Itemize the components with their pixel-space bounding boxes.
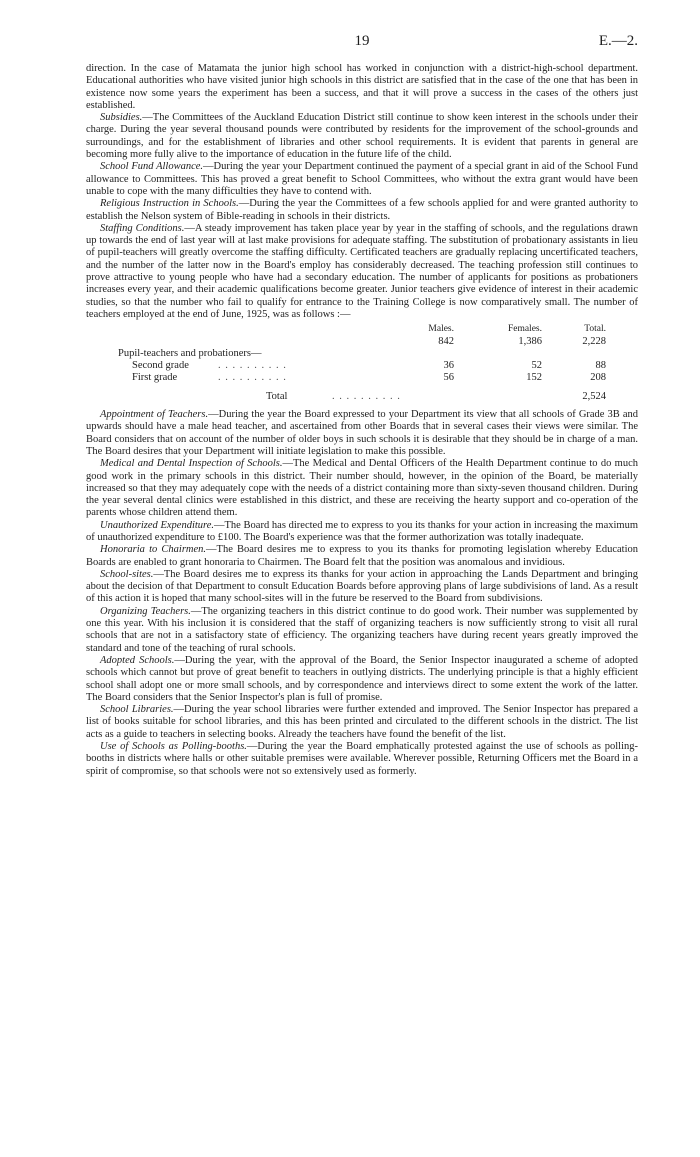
paragraph-honoraria: Honoraria to Chairmen.—The Board desires me to express to you its thanks for promoting legislation whereby Education Boards are enabled to grant honoraria to Chairmen. The Board felt that the position was anomalous and invidious.	[86, 544, 638, 568]
paragraph-heading: Unauthorized Expenditure.	[100, 519, 215, 531]
paragraph-adopted-schools: Adopted Schools.—During the year, with the approval of the Board, the Senior Inspector inaugurated a scheme of adopted schools which cannot but prove of great benefit to teachers in outlying districts. The underlying principle is that a highly efficient school shall adopt one or more small schools, and by correspondence and interviews direct to some extent the work of the latter. The Board considers that the Senior Inspector's plan is full of promise.	[86, 654, 639, 703]
paragraph-heading: School Libraries.	[100, 704, 174, 716]
dot-leaders: . . . . . . . . . .	[218, 360, 287, 372]
dot-leaders: . . . . . . . . . .	[218, 372, 287, 384]
paragraph-polling-booths: Use of Schools as Polling-booths.—During the year the Board emphatically protested against the use of schools as polling-booths in districts where halls or other suitable premises were available. Wherever possible, Returning Officers met the Board in a spirit of compromise, so that schools were not so extensively used as formerly.	[86, 741, 638, 777]
cell-females: 52	[531, 360, 542, 372]
paragraph-heading: Subsidies.	[100, 112, 143, 124]
paragraph-appointment: Appointment of Teachers.—During the year the Board expressed to your Department its view that all schools of Grade 3B and upwards should have a male head teacher, and ascertained from other Boards that in several cases their views were similar. The Board considers that on account of the number of older boys in such schools it is desirable that they should be in charge of a man. The Board desires that your Department will initiate legislation to make this possible.	[86, 409, 639, 457]
cell-total: 208	[590, 372, 606, 384]
paragraph-unauthorized-expenditure: Unauthorized Expenditure.—The Board has directed me to express to you its thanks for your action in increasing the maximum of unauthorized expenditure to £100. The Board's experience was that the former authorization was totally inadequate.	[86, 519, 638, 543]
row-label: First grade	[132, 372, 178, 384]
row-label: Second grade	[132, 360, 189, 372]
cell-females: 152	[526, 372, 542, 384]
page-number: 19	[354, 33, 370, 49]
table-row	[86, 372, 638, 384]
table-total-row	[86, 391, 638, 403]
paragraph-heading: School Fund Allowance.	[100, 161, 204, 173]
paragraph-continuation: direction. In the case of Matamata the junior high school has worked in conjunction with a district-high-school department. Educational authorities who have visited junior high schools in this district are satisfied that in the case of the one that has been in existence now some years the experiment has been a success, and that it will prove a success in the cases of the others just established.	[86, 63, 638, 111]
paragraph-school-libraries: School Libraries.—During the year school libraries were further extended and improved. The Senior Inspector has prepared a list of books suitable for school libraries, and this has been printed and circulated to the different schools in the district. The list acts as a guide to teachers in selecting books. Already the teachers have found the benefit of the list.	[86, 704, 638, 740]
page-header	[86, 33, 638, 55]
cell-females: 1,386	[518, 335, 542, 347]
dot-leaders: . . . . . . . . . .	[332, 390, 401, 402]
paragraph-school-fund: School Fund Allowance.—During the year your Department continued the payment of a special grant in aid of the School Fund allowance to Committees. This has proved a great benefit to School Committees, who without the extra grant would have been unable to cope with the many difficulties they have to contend with.	[86, 161, 638, 197]
paragraph-heading: Religious Instruction in Schools.	[100, 198, 239, 210]
paragraph-organizing-teachers: Organizing Teachers.—The organizing teachers in this district continue to do good work. Their number was supplemented by one this year. With his inclusion it is considered that the staff of organizing teachers is now sufficiently strong to visit all rural schools that are not in a satisfactory state of efficiency. The organizing teachers have during recent years greatly improved the standard and tone of the teaching of rural schools.	[86, 605, 638, 654]
paragraph-heading: Staffing Conditions.	[100, 222, 185, 234]
column-header-total: Total.	[584, 324, 606, 335]
total-label: Total	[266, 390, 288, 402]
paragraph-heading: Medical and Dental Inspection of Schools.	[100, 458, 283, 470]
paragraph-heading: Adopted Schools.	[100, 654, 175, 666]
cell-total: 2,228	[582, 335, 606, 347]
paragraph-religious-instruction: Religious Instruction in Schools.—During the year the Committees of a few schools applied for and were granted authority to establish the Nelson system of Bible-reading in schools in their districts.	[86, 198, 638, 222]
teacher-staff-table	[86, 323, 638, 403]
table-header-row	[86, 323, 638, 335]
column-header-males: Males.	[428, 324, 454, 335]
paragraph-subsidies: Subsidies.—The Committees of the Auckland Education District still continue to show keen interest in the schools under their charge. During the year several thousand pounds were contributed by residents for the improvement of the school-grounds and surroundings, and for the establishment of libraries and other school requirements. It is evident that parents in general are becoming more fully alive to the importance of education in the future life of the child.	[86, 112, 638, 161]
document-page	[86, 33, 638, 778]
table-row	[86, 360, 638, 372]
page-reference: E.—2.	[598, 33, 638, 49]
paragraph-heading: Organizing Teachers.	[100, 605, 191, 617]
paragraph-heading: School-sites.	[100, 568, 154, 580]
grand-total: 2,524	[582, 390, 606, 402]
group-label: Pupil-teachers and probationers—	[118, 347, 262, 359]
table-row-teachers	[86, 336, 638, 348]
cell-total: 88	[595, 360, 606, 372]
cell-males: 842	[438, 335, 454, 347]
paragraph-medical-dental: Medical and Dental Inspection of Schools.—The Medical and Dental Officers of the Health Department continue to do much good work in the primary schools in this district. Their number should, however, in the opinion of the Board, be materially increased so that they may adequately cope with the needs of a district containing more than sixty-seven thousand children. During the year several dental clinics were established in this district, and these are receiving the hearty support and co-operation of the parents whose children attend them.	[86, 458, 638, 519]
table-group-row	[86, 348, 638, 360]
paragraph-school-sites: School-sites.—The Board desires me to express its thanks for your action in approaching the Lands Department and bringing about the decision of that Department to consult Education Boards before approving plans of large subdivisions of land. As a result of this action it is hoped that many school-sites will in the future be reserved to the Board from subdivisions.	[86, 568, 638, 605]
paragraph-heading: Appointment of Teachers.	[100, 409, 209, 421]
paragraph-staffing: Staffing Conditions.—A steady improvement has taken place year by year in the staffing of schools, and the regulations drawn up towards the end of last year will at last make provisions for adequate staffing. The substitution of probationary assistants in lieu of pupil-teachers will greatly overcome the staffing difficulty. Certificated teachers are gradually replacing uncertificated teachers, and the number of the latter now in the Board's employ has considerably decreased. The teaching profession still continues to prove attractive to young people who have had a secondary education. The number of applicants for positions as probationers increases every year, and their academic qualifications become greater. Junior teachers give evidence of interest in their academic studies, so that the number who fail to qualify for entrance to the Training College is now comparatively small. The number of teachers employed at the end of June, 1925, was as follows :—	[86, 222, 639, 320]
cell-males: 36	[443, 360, 454, 372]
paragraph-heading: Use of Schools as Polling-booths.	[100, 741, 247, 753]
report-body	[86, 63, 638, 778]
cell-males: 56	[443, 372, 454, 384]
column-header-females: Females.	[507, 324, 542, 335]
paragraph-heading: Honoraria to Chairmen.	[100, 544, 207, 556]
